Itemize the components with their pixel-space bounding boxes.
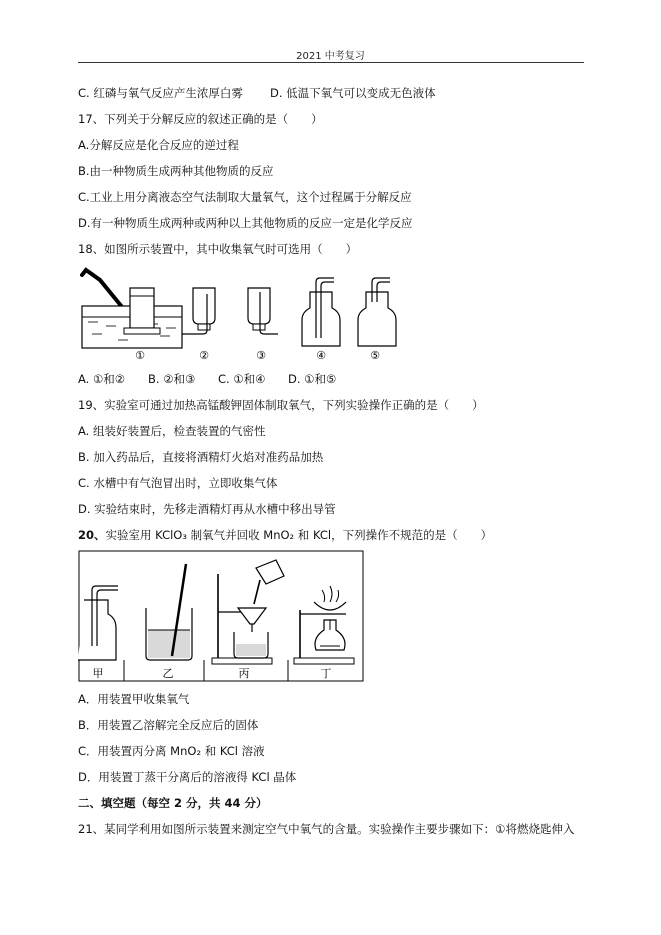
q18-option-b: B. ②和③ [148, 372, 196, 386]
q19-option-b: B. 加入药品后，直接将酒精灯火焰对准药品加热 [78, 450, 324, 464]
q19-option-c: C. 水槽中有气泡冒出时，立即收集气体 [78, 476, 278, 490]
q20-option-d: D．用装置丁蒸干分离后的溶液得 KCl 晶体 [78, 770, 297, 784]
q19-option-d: D. 实验结束时，先移走酒精灯再从水槽中移出导管 [78, 502, 336, 516]
apparatus-jia-gas-bottle [78, 586, 118, 660]
q20-option-a: A．用装置甲收集氧气 [78, 692, 190, 706]
q18-label-1: ① [135, 349, 145, 362]
apparatus-1-water-trough [82, 270, 182, 362]
q18-label-3: ③ [256, 349, 266, 362]
q20-label-ding: 丁 [320, 667, 332, 680]
q20-apparatus-figure [78, 550, 364, 684]
section-2-title: 二、填空题（每空 2 分，共 44 分） [78, 796, 268, 810]
apparatus-5-upright-bottle [358, 278, 396, 362]
apparatus-4-upright-bottle [302, 278, 340, 362]
q17-option-d: D.有一种物质生成两种或两种以上其他物质的反应一定是化学反应 [78, 216, 413, 230]
q20-option-c: C．用装置丙分离 MnO₂ 和 KCl 溶液 [78, 744, 265, 758]
q20-stem: 实验室用 KClO₃ 制氧气并回收 MnO₂ 和 KCl，下列操作不规范的是（ ） [105, 528, 493, 542]
q18-option-c: C. ①和④ [218, 372, 266, 386]
q20-option-b: B．用装置乙溶解完全反应后的固体 [78, 718, 259, 732]
q20-label-bing: 丙 [238, 667, 250, 680]
q20-label-jia: 甲 [92, 667, 104, 680]
page-header: 2021 中考复习 [296, 51, 365, 62]
q17-option-b: B.由一种物质生成两种其他物质的反应 [78, 164, 274, 178]
q16-option-c: C. 红磷与氧气反应产生浓厚白雾 [78, 86, 243, 100]
q20-label-yi: 乙 [162, 667, 174, 680]
q18-option-d: D. ①和⑤ [288, 372, 337, 386]
q16-option-d: D. 低温下氧气可以变成无色液体 [270, 86, 436, 100]
apparatus-2-inverted-bottle [182, 288, 215, 362]
q18-label-2: ② [199, 349, 209, 362]
q21-stem: 21、某同学利用如图所示装置来测定空气中氧气的含量。实验操作主要步骤如下：①将燃烧匙伸入 [78, 822, 575, 836]
q19-stem: 19、实验室可通过加热高锰酸钾固体制取氧气，下列实验操作正确的是（ ） [78, 398, 484, 412]
apparatus-yi-beaker-rod [146, 564, 192, 660]
q18-apparatus-figure [78, 262, 398, 362]
header-rule [78, 62, 584, 63]
apparatus-ding-evaporation [294, 586, 354, 664]
q18-label-4: ④ [316, 349, 326, 362]
q17-option-c: C.工业上用分离液态空气法制取大量氧气，这个过程属于分解反应 [78, 190, 412, 204]
q18-stem: 18、如图所示装置中，其中收集氧气时可选用（ ） [78, 242, 358, 256]
q17-stem: 17、下列关于分解反应的叙述正确的是（ ） [78, 112, 323, 126]
q18-label-5: ⑤ [370, 349, 380, 362]
q20-number: 20、 [78, 528, 106, 542]
apparatus-bing-filtration [212, 560, 284, 664]
q19-option-a: A. 组装好装置后，检查装置的气密性 [78, 424, 266, 438]
apparatus-3-inverted-bottle [248, 288, 278, 362]
q20-stem-line [78, 528, 492, 542]
q18-option-a: A. ①和② [78, 372, 126, 386]
q17-option-a: A.分解反应是化合反应的逆过程 [78, 138, 239, 152]
